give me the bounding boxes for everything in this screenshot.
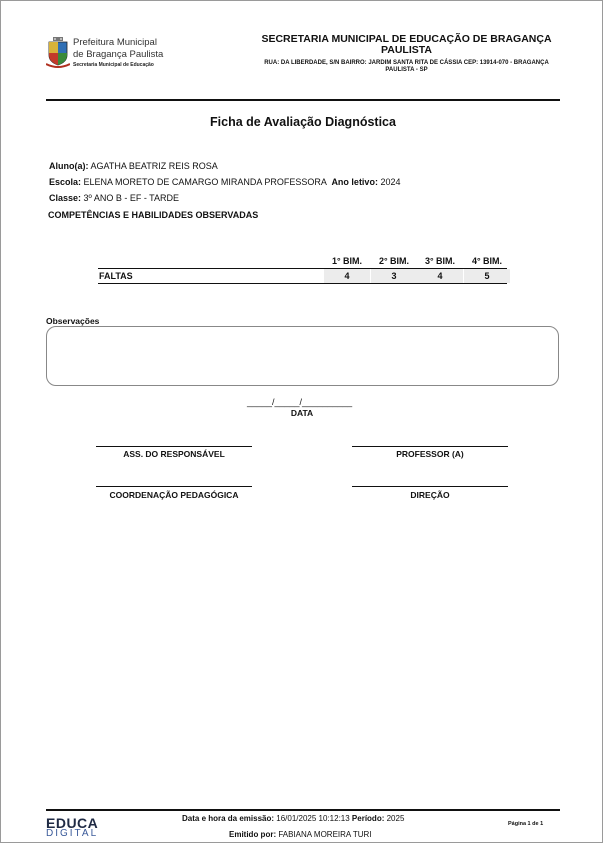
bimestre-header-2: 2° BIM. [378,256,410,266]
bimestre-header-3: 3° BIM. [424,256,456,266]
school-row [49,177,400,187]
header-address: RUA: DA LIBERDADE, S/N BAIRRO: JARDIM SANTA RITA DE CÁSSIA CEP: 13914-070 - BRAGANÇA PAULISTA - SP [264,60,549,73]
signature-line-professor [352,446,508,447]
faltas-cell-4: 5 [464,269,510,283]
footer-divider [46,809,560,811]
school-name: ELENA MORETO DE CAMARGO MIRANDA PROFESSORA [83,177,327,187]
signature-label-responsavel: ASS. DO RESPONSÁVEL [123,449,225,459]
emission-value: 16/01/2025 10:12:13 [276,814,350,823]
signature-label-direcao: DIREÇÃO [410,490,450,500]
faltas-cell-2: 3 [371,269,417,283]
class-value: 3º ANO B - EF - TARDE [83,193,180,203]
coat-of-arms-icon [46,37,70,69]
class-label: Classe: [49,193,82,203]
brand-logo-top: EDUCA [46,815,99,831]
faltas-cell-1: 4 [324,269,370,283]
signature-label-coordenacao: COORDENAÇÃO PEDAGÓGICA [109,490,239,500]
observacoes-box [46,326,559,386]
emission-info [182,814,404,823]
issuer-value: FABIANA MOREIRA TURI [278,830,372,839]
student-name: AGATHA BEATRIZ REIS ROSA [90,161,218,171]
competencias-heading: COMPETÊNCIAS E HABILIDADES OBSERVADAS [48,210,259,220]
logo-subtitle: Secretaria Municipal de Educação [73,62,154,68]
logo-title-line1: Prefeitura Municipal [73,37,157,48]
observacoes-label: Observações [46,316,100,326]
signature-label-professor: PROFESSOR (A) [396,449,464,459]
faltas-cell-3: 4 [417,269,463,283]
date-blank: _____/_____/__________ [247,397,353,407]
header-title: SECRETARIA MUNICIPAL DE EDUCAÇÃO DE BRAGANÇA PAULISTA [261,33,552,56]
period-label: Período: [351,814,385,823]
issuer-label: Emitido por: [229,830,277,839]
student-row [49,161,218,171]
class-row [49,193,179,203]
header-divider [46,99,560,101]
faltas-label: FALTAS [99,271,133,281]
logo-title-line2: de Bragança Paulista [73,49,164,60]
table-bottom-rule [98,283,507,284]
document-title: Ficha de Avaliação Diagnóstica [210,115,396,129]
prefeitura-logo [46,37,176,73]
signature-line-coordenacao [96,486,252,487]
page-number: Página 1 de 1 [508,821,544,827]
bimestre-header-1: 1° BIM. [331,256,363,266]
year-value: 2024 [380,177,401,187]
issuer-info [229,830,372,839]
brand-logo-bottom: DIGITAL [46,828,99,839]
bimestre-header-4: 4° BIM. [471,256,503,266]
signature-line-responsavel [96,446,252,447]
signature-line-direcao [352,486,508,487]
emission-label: Data e hora da emissão: [182,814,275,823]
year-label: Ano letivo: [331,177,378,187]
school-label: Escola: [49,177,82,187]
period-value: 2025 [386,814,405,823]
student-label: Aluno(a): [49,161,89,171]
date-label: DATA [290,408,314,418]
